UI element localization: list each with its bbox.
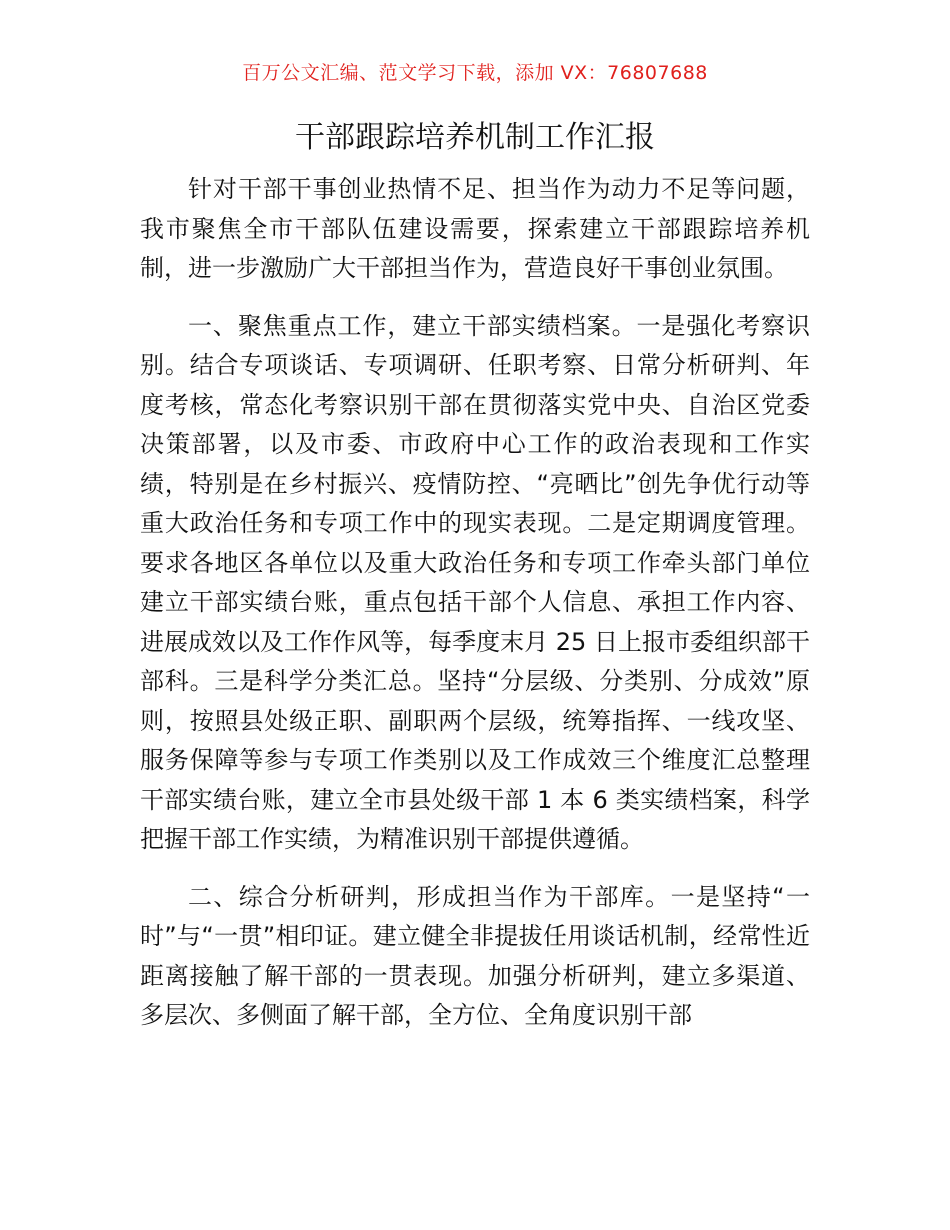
paragraph-section-one: 一、聚焦重点工作，建立干部实绩档案。一是强化考察识别。结合专项谈话、专项调研、任职考察、日常分析研判、年度考核，常态化考察识别干部在贯彻落实党中央、自治区党委决策部署，以及市委、市政府中心工作的政治表现和工作实绩，特别是在乡村振兴、疫情防控、“亮晒比”创先争优行动等重大政治任务和专项工作中的现实表现。二是定期调度管理。要求各地区各单位以及重大政治任务和专项工作牵头部门单位建立干部实绩台账，重点包括干部个人信息、承担工作内容、进展成效以及工作作风等，每季度末月 25 日上报市委组织部干部科。三是科学分类汇总。坚持“分层级、分类别、分成效”原则，按照县处级正职、副职两个层级，统筹指挥、一线攻坚、服务保障等参与专项工作类别以及工作成效三个维度汇总整理干部实绩台账，建立全市县处级干部 1 本 6 类实绩档案，科学把握干部工作实绩，为精准识别干部提供遵循。 bbox=[140, 311, 810, 853]
header-watermark-note: 百万公文汇编、范文学习下载，添加 VX：76807688 bbox=[242, 62, 708, 84]
document-title: 干部跟踪培养机制工作汇报 bbox=[295, 120, 655, 155]
document-body bbox=[140, 170, 810, 1054]
paragraph-intro: 针对干部干事创业热情不足、担当作为动力不足等问题，我市聚焦全市干部队伍建设需要，探索建立干部跟踪培养机制，进一步激励广大干部担当作为，营造良好干事创业氛围。 bbox=[140, 175, 810, 282]
paragraph-section-two: 二、综合分析研判，形成担当作为干部库。一是坚持“一时”与“一贯”相印证。建立健全非提拔任用谈话机制，经常性近距离接触了解干部的一贯表现。加强分析研判，建立多渠道、多层次、多侧面了解干部，全方位、全角度识别干部 bbox=[140, 882, 810, 1029]
